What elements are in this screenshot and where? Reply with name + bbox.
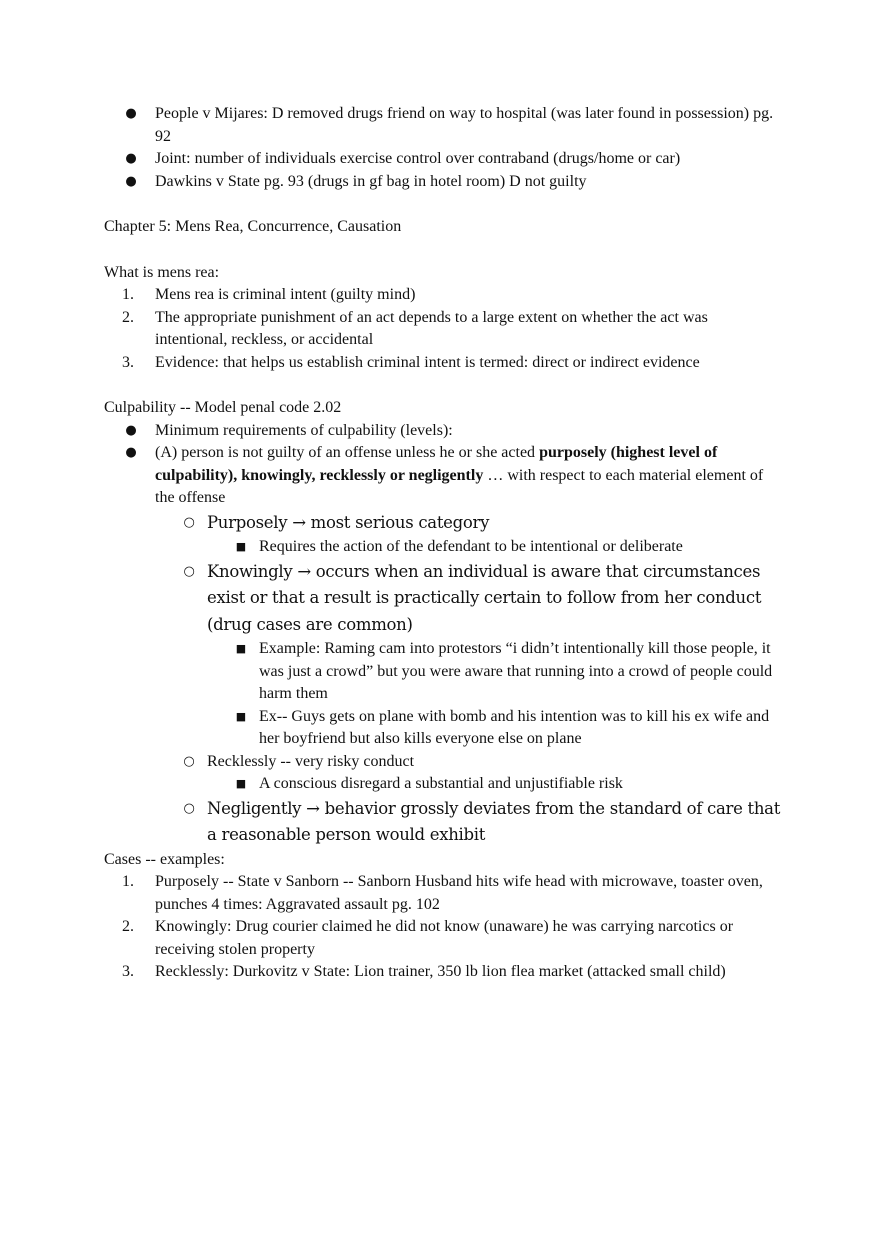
circle-bullet-icon: ○	[183, 514, 195, 530]
knowingly-sublist	[207, 638, 784, 751]
list-item: 3. Recklessly: Durkovitz v State: Lion trainer, 350 lb lion flea market (attacked small child)	[104, 961, 784, 984]
list-item: 3. Evidence: that helps us establish criminal intent is termed: direct or indirect evidence	[104, 352, 784, 375]
top-bullet-list	[104, 103, 784, 193]
square-bullet-icon: ■	[235, 709, 247, 723]
list-item: 2. Knowingly: Drug courier claimed he did not know (unaware) he was carrying narcotics or receiving stolen property	[122, 918, 734, 958]
culpability-levels-list	[155, 510, 784, 849]
list-item: ■ A conscious disregard a substantial and unjustifiable risk	[207, 773, 784, 796]
list-item: ■ Ex-- Guys gets on plane with bomb and his intention was to kill his ex wife and her boyfriend but also kills everyone else on plane	[207, 706, 784, 751]
circle-bullet-icon: ○	[183, 563, 195, 579]
culpability-list	[104, 420, 784, 849]
level-knowingly: ○ Knowingly → occurs when an individual is aware that circumstances exist or that a result is practically certain to follow from her conduct (drug cases are common) ■ Example: Raming cam into protestors “i didn’t intentionally kill those people, it was just a crowd” but you were aware that running into a crowd of people could harm them ■ Ex-- Guys gets on plane with bomb and his intention was to kill his ex wife and her boyfriend but also kills everyone else on plane	[155, 559, 784, 751]
list-item: ● Dawkins v State pg. 93 (drugs in gf bag in hotel room) D not guilty	[104, 171, 784, 194]
list-number: 3.	[122, 353, 134, 371]
recklessly-sublist	[207, 773, 784, 796]
culpability-heading: Culpability -- Model penal code 2.02	[104, 399, 342, 416]
list-number: 1.	[122, 286, 134, 303]
list-item: ● (A) person is not guilty of an offense unless he or she acted purposely (highest level of culpability), knowingly, recklessly or negligently … with respect to each material element of the offense ○ Purposely → most serious category ■ Requires the action of the defendant to be intentional or deliberate ○ Knowingly → occurs when an individual is aware that circumstances exist or that a result is practically certain to follow from her conduct (drug cases are common) ■ Example: Raming cam into protestors “i didn’t intentionally kill those people, it was just a crowd” but you were aware that running into a crowd of people could harm them ■ Ex-- Guys gets on plane with bomb and his intention was to kill his ex wife and her boyfriend but also kills everyone else on plane ○ Recklessly -- very risky conduct ■ A conscious disregard a substantial and unjustifiable risk ○ Negligently → behavior grossly deviates from the standard of care that a reasonable person would exhibit	[104, 442, 784, 849]
list-item: ● Minimum requirements of culpability (levels):	[104, 420, 784, 443]
list-number: 1.	[122, 873, 134, 890]
square-bullet-icon: ■	[235, 642, 247, 655]
list-number: 3.	[122, 963, 134, 980]
list-item: 1. Purposely -- State v Sanborn -- Sanborn Husband hits wife head with microwave, toaster oven, punches 4 times: Aggravated assault pg. 102	[122, 873, 763, 913]
list-number: 2.	[122, 918, 134, 935]
list-item: ● Joint: number of individuals exercise control over contraband (drugs/home or car)	[104, 148, 784, 171]
list-item: ● People v Mijares: D removed drugs friend on way to hospital (was later found in possession) pg. 92	[104, 103, 784, 148]
document-page	[104, 103, 784, 984]
level-negligently: ○ Negligently → behavior grossly deviates from the standard of care that a reasonable person would exhibit	[155, 796, 784, 849]
mens-rea-heading: What is mens rea:	[104, 263, 220, 281]
list-item: 1. Mens rea is criminal intent (guilty mind)	[104, 284, 784, 307]
bullet-icon: ●	[125, 173, 137, 189]
square-bullet-icon: ■	[235, 777, 247, 790]
bullet-icon: ●	[125, 422, 137, 438]
level-recklessly: ○ Recklessly -- very risky conduct ■ A conscious disregard a substantial and unjustifiable risk	[155, 751, 784, 796]
purposely-sublist	[207, 536, 784, 559]
bullet-icon: ●	[125, 445, 137, 460]
bullet-icon: ●	[125, 151, 137, 166]
level-purposely: ○ Purposely → most serious category ■ Requires the action of the defendant to be intentional or deliberate	[155, 510, 784, 559]
cases-heading: Cases -- examples:	[104, 850, 225, 868]
cases-list	[104, 871, 784, 984]
culpability-levels-bold: purposely (highest level of culpability), knowingly, recklessly or negligently	[155, 444, 718, 484]
chapter-heading: Chapter 5: Mens Rea, Concurrence, Causation	[104, 218, 402, 235]
list-number: 2.	[122, 308, 134, 326]
list-item: ■ Example: Raming cam into protestors “i didn’t intentionally kill those people, it was just a crowd” but you were aware that running into a crowd of people could harm them	[207, 638, 784, 706]
square-bullet-icon: ■	[235, 540, 247, 553]
list-item: 2. The appropriate punishment of an act depends to a large extent on whether the act was intentional, reckless, or accidental	[122, 308, 708, 348]
bullet-icon: ●	[125, 106, 137, 121]
circle-bullet-icon: ○	[183, 800, 195, 816]
mens-rea-list	[104, 284, 784, 374]
circle-bullet-icon: ○	[183, 753, 195, 769]
list-item: ■ Requires the action of the defendant to be intentional or deliberate	[207, 536, 784, 559]
